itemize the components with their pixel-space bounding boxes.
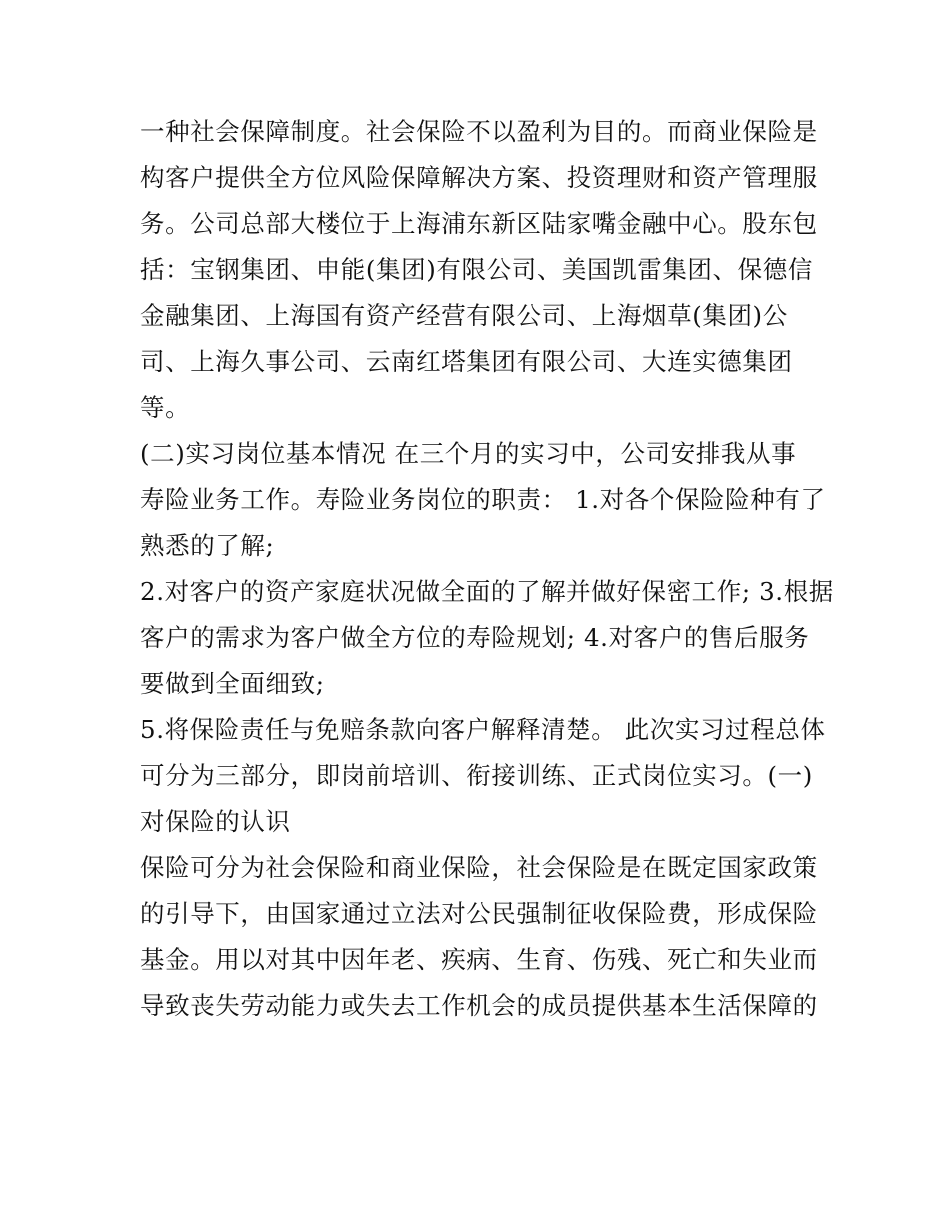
text-line: 括：宝钢集团、申能(集团)有限公司、美国凯雷集团、保德信 [140,255,813,284]
text-line: 5.将保险责任与免赔条款向客户解释清楚。 此次实习过程总体 [140,715,826,744]
text-line: 金融集团、上海国有资产经营有限公司、上海烟草(集团)公 [140,301,788,330]
text-line: 客户的需求为客户做全方位的寿险规划; 4.对客户的售后服务 [140,623,810,652]
text-line: 导致丧失劳动能力或失去工作机会的成员提供基本生活保障的 [140,991,818,1020]
text-line: 构客户提供全方位风险保障解决方案、投资理财和资产管理服 [140,163,818,192]
text-line: 2.对客户的资产家庭状况做全面的了解并做好保密工作; 3.根据 [140,577,834,606]
document-body [140,109,834,1029]
text-line: 可分为三部分，即岗前培训、衔接训练、正式岗位实习。(一) [140,761,813,790]
text-line: 等。 [140,393,191,422]
text-line: 务。公司总部大楼位于上海浦东新区陆家嘴金融中心。股东包 [140,209,818,238]
text-line: 保险可分为社会保险和商业保险，社会保险是在既定国家政策 [140,853,818,882]
text-line: 熟悉的了解; [140,531,275,560]
text-line: 要做到全面细致; [140,669,325,698]
section-heading-line: (二)实习岗位基本情况 在三个月的实习中，公司安排我从事 [140,439,797,468]
text-line: 基金。用以对其中因年老、疾病、生育、伤残、死亡和失业而 [140,945,818,974]
text-line: 寿险业务工作。寿险业务岗位的职责： 1.对各个保险险种有了 [140,485,826,514]
text-line: 一种社会保障制度。社会保险不以盈利为目的。而商业保险是 [140,117,818,146]
text-line: 的引导下，由国家通过立法对公民强制征收保险费，形成保险 [140,899,818,928]
text-line: 司、上海久事公司、云南红塔集团有限公司、大连实德集团 [140,347,793,376]
section-heading-line: 对保险的认识 [140,807,291,836]
